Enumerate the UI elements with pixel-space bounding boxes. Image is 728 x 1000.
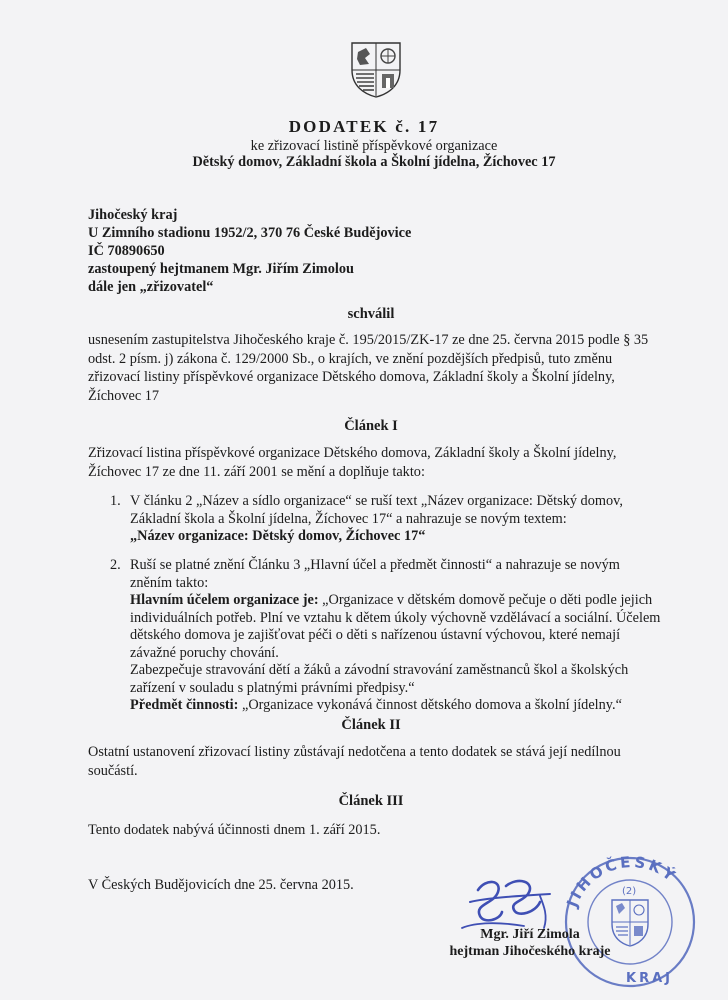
amendment-item-1: [110, 493, 690, 546]
purpose-line: individuálních potřeb. Plní ve vztahu k dětem úkoly výchovně vzdělávací a sociální. Účelem: [130, 609, 661, 626]
approval-line: odst. 2 písm. j) zákona č. 129/2000 Sb., o krajích, ve znění pozdějších předpisů, tuto změnu: [88, 350, 613, 367]
item-number: 2.: [110, 557, 121, 573]
approval-line: usnesením zastupitelstva Jihočeského kraje č. 195/2015/ZK-17 ze dne 25. června 2015 podle § 35: [88, 332, 649, 348]
approval-line: Žíchovec 17: [88, 387, 160, 404]
activity-label: Předmět činnosti:: [130, 697, 239, 713]
activity-paragraph: [130, 697, 690, 715]
signatory-name: Mgr. Jiří Zimola: [480, 927, 580, 942]
item-number: 1.: [110, 493, 121, 509]
article-1-heading: Článek I: [344, 418, 398, 434]
place-and-date: V Českých Budějovicích dne 25. června 2015.: [88, 877, 354, 893]
item-2-line: zněním takto:: [130, 574, 209, 591]
new-organization-name: „Název organizace: Dětský domov, Žíchovec 17“: [130, 528, 426, 544]
approval-text: [88, 331, 692, 405]
activity-text: „Organizace vykonává činnost dětského domova a školní jídelny.“: [238, 697, 622, 713]
item-1-line: V článku 2 „Název a sídlo organizace“ se ruší text „Název organizace: Dětský domov,: [130, 493, 623, 509]
item-2-line: Ruší se platné znění Článku 3 „Hlavní účel a předmět činnosti“ a nahrazuje se novým: [130, 557, 620, 573]
stamp-bottom-text: KRAJ: [626, 971, 673, 986]
purpose-label: Hlavním účelem organizace je:: [130, 592, 319, 608]
organization-name: Dětský domov, Základní škola a Školní jídelna, Žíchovec 17: [192, 154, 556, 170]
article-2-text: [88, 743, 692, 780]
signatory-title: hejtman Jihočeského kraje: [449, 944, 611, 959]
article-2-heading: Článek II: [341, 717, 401, 733]
purpose-paragraph-start: [130, 592, 690, 610]
document-subtitle: ke zřizovací listině příspěvkové organizace: [250, 138, 498, 154]
article-2-line: Ostatní ustanovení zřizovací listiny zůstávají nedotčena a tento dodatek se stává její nedílnou: [88, 744, 621, 760]
issuer-address: U Zimního stadionu 1952/2, 370 76 České Budějovice: [88, 225, 412, 241]
issuer-representative: zastoupený hejtmanem Mgr. Jiřím Zimolou: [88, 261, 354, 277]
approval-line: zřizovací listiny příspěvkové organizace Dětského domova, Základní školy a Školní jídelny,: [88, 369, 615, 385]
purpose-line: závažné poruchy chování.: [130, 644, 279, 661]
issuer-name: Jihočeský kraj: [88, 207, 178, 223]
stamp-top-text: JIHOČESKÝ: [563, 852, 681, 910]
item-1-line: Základní škola a Školní jídelna, Žíchovec 17“ a nahrazuje se novým textem:: [130, 510, 567, 527]
issuer-alias: dále jen „zřizovatel“: [88, 279, 214, 295]
catering-line: Zabezpečuje stravování dětí a žáků a závodní stravování zaměstnanců škol a školských: [130, 662, 629, 678]
article-1-intro: [88, 444, 692, 481]
stamp-number: (2): [622, 886, 637, 897]
purpose-line: dětského domova je zajišťovat péči o děti s nařízenou ústavní výchovou, které nemají: [130, 627, 621, 643]
document-title: DODATEK č. 17: [288, 117, 440, 136]
issuer-block: [88, 206, 411, 296]
article-1-intro-line: Zřizovací listina příspěvkové organizace Dětského domova, Základní školy a Školní jídelny,: [88, 445, 617, 461]
official-stamp: [556, 838, 702, 988]
article-3-heading: Článek III: [338, 793, 404, 809]
purpose-text: „Organizace v dětském domově pečuje o děti podle jejich: [318, 592, 653, 608]
approval-heading: schválil: [347, 306, 395, 322]
catering-line: zařízení v souladu s platnými právními předpisy.“: [130, 679, 415, 696]
article-1-intro-line: Žíchovec 17 ze dne 11. září 2001 se mění a doplňuje takto:: [88, 463, 425, 480]
article-2-line: součástí.: [88, 762, 138, 779]
article-3-text: Tento dodatek nabývá účinnosti dnem 1. září 2015.: [88, 822, 381, 838]
issuer-id: IČ 70890650: [88, 243, 165, 259]
coat-of-arms-emblem: [348, 40, 404, 98]
amendment-item-2: [110, 557, 690, 715]
